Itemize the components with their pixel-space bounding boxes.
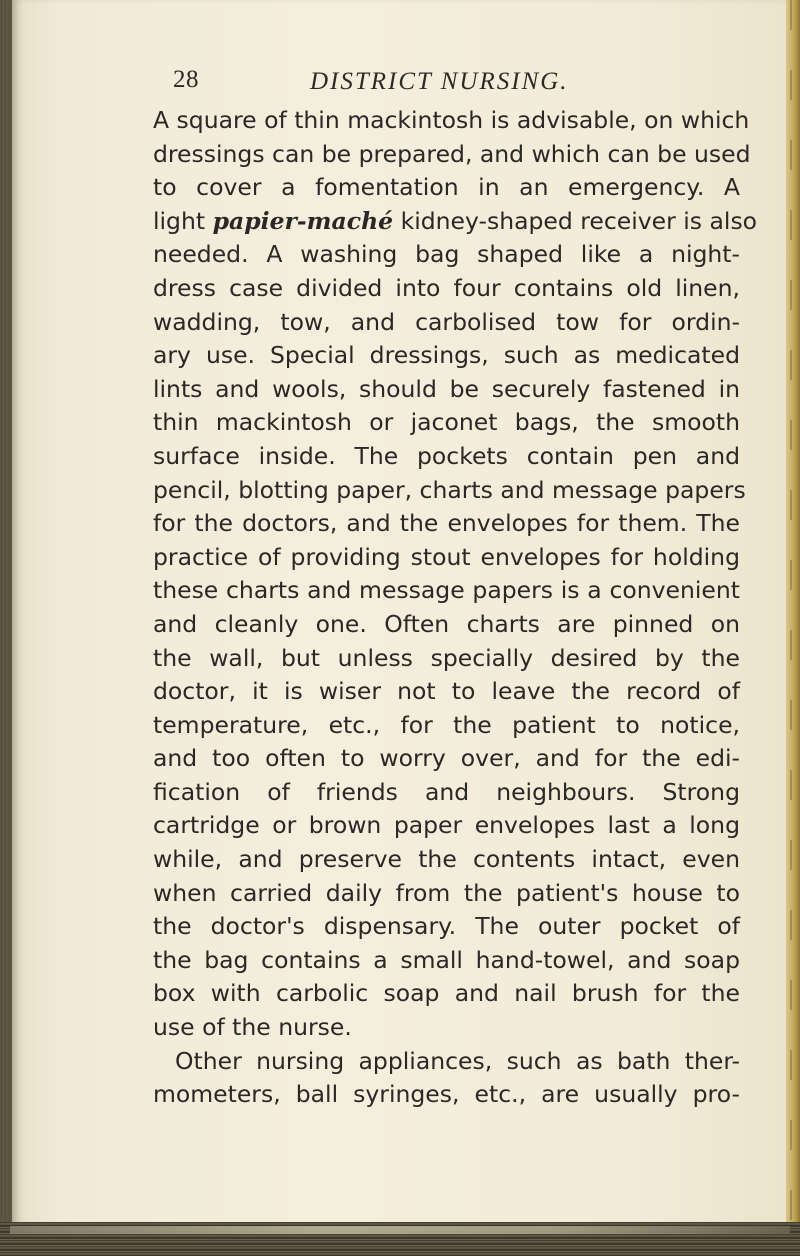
text-line: the doctor's dispensary. The outer pocket of <box>153 912 740 941</box>
page-header <box>0 62 800 102</box>
right-page-edge <box>786 0 800 1256</box>
text-line: for the doctors, and the envelopes for them. The <box>153 509 740 538</box>
text-fragment: kidney-shaped receiver is also <box>393 206 758 235</box>
text-line: these charts and message papers is a convenient <box>153 576 740 605</box>
text-fragment: light <box>153 206 213 235</box>
text-line: temperature, etc., for the patient to notice, <box>153 710 740 739</box>
text-line: lints and wools, should be securely fastened in <box>153 374 740 403</box>
text-line: cartridge or brown paper envelopes last a long <box>153 811 740 840</box>
text-line: fication of friends and neighbours. Strong <box>153 777 740 806</box>
text-line: and cleanly one. Often charts are pinned on <box>153 609 740 638</box>
text-line: needed. A washing bag shaped like a night- <box>153 240 740 269</box>
text-line: to cover a fomentation in an emergency. A <box>153 173 740 202</box>
text-line: doctor, it is wiser not to leave the record of <box>153 677 740 706</box>
text-line: dress case divided into four contains old linen, <box>153 273 740 302</box>
bottom-edge-highlight <box>10 1226 790 1234</box>
text-line-paragraph-start: Other nursing appliances, such as bath ther- <box>175 1046 740 1075</box>
text-line: wadding, tow, and carbolised tow for ordin- <box>153 307 740 336</box>
italic-term: papier-maché <box>212 206 394 235</box>
text-line: ary use. Special dressings, such as medicated <box>153 341 740 370</box>
page-number: 28 <box>173 66 199 93</box>
text-line: A square of thin mackintosh is advisable, on which <box>153 106 750 134</box>
running-head: DISTRICT NURSING. <box>310 68 569 95</box>
text-line: and too often to worry over, and for the edi- <box>153 744 740 773</box>
text-line: when carried daily from the patient's house to <box>153 878 740 907</box>
text-line: practice of providing stout envelopes for holding <box>153 542 740 571</box>
text-line: dressings can be prepared, and which can be used <box>153 139 751 168</box>
text-line: pencil, blotting paper, charts and message papers <box>153 475 746 504</box>
body-text <box>153 104 758 1112</box>
text-line: mometers, ball syringes, etc., are usually pro- <box>153 1080 740 1109</box>
text-line: box with carbolic soap and nail brush for the <box>153 979 740 1008</box>
text-line: the bag contains a small hand-towel, and soap <box>153 945 740 974</box>
text-line: surface inside. The pockets contain pen and <box>153 441 740 470</box>
text-line-with-italic <box>153 205 758 239</box>
text-line: while, and preserve the contents intact, even <box>153 845 740 874</box>
text-line-paragraph-end: use of the nurse. <box>153 1013 352 1042</box>
text-line: the wall, but unless specially desired by the <box>153 643 740 672</box>
text-line: thin mackintosh or jaconet bags, the smooth <box>153 408 740 437</box>
